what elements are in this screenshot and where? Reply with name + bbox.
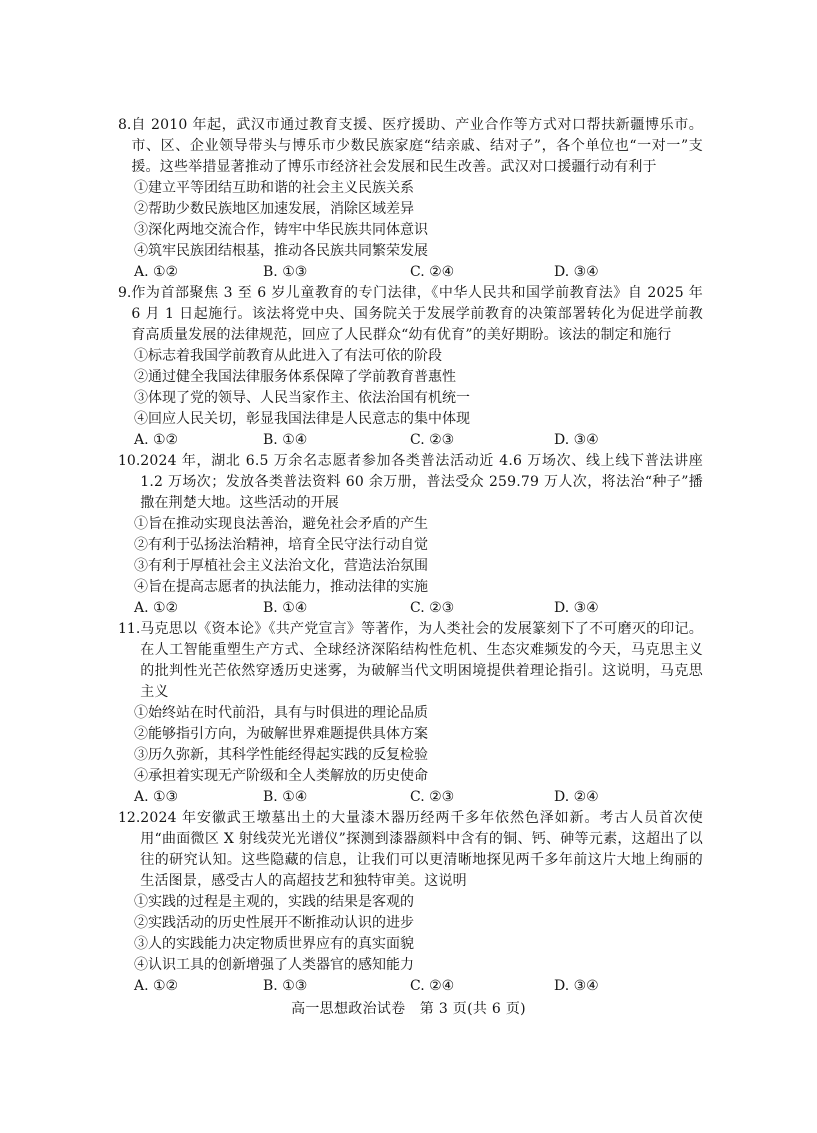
question-stem: 作为首部聚焦 3 至 6 岁儿童教育的专门法律，《中华人民共和国学前教育法》自 2025 年 6 月 1 日起施行。该法将党中央、国务院关于发展学前教育的决策部署转化为促进学前教育高质量发展的法律规范，回应了人民群众“幼有优育”的美好期盼。该法的制定和施行 [131,285,703,343]
question-number: 10. [118,453,141,469]
questions-section [118,115,703,997]
question-number: 9. [118,285,132,301]
choice-c: C. ②③ [410,432,455,448]
question-stem: 2024 年，湖北 6.5 万余名志愿者参加各类普法活动近 4.6 万场次、线上线下普法讲座 1.2 万场次；发放各类普法资料 60 余万册，普法受众 259.79 万人次，将法治“种子”播撒在荆楚大地。这些活动的开展 [140,453,703,511]
question-10 [118,451,703,619]
choice-c: C. ②③ [410,600,455,616]
statement-4: ④旨在提高志愿者的执法能力，推动法律的实施 [134,579,428,595]
statement-3: ③深化两地交流合作，铸牢中华民族共同体意识 [134,222,428,238]
answer-choices [134,262,703,283]
choice-d: D. ③④ [554,264,599,280]
statement-4: ④回应人民关切，彰显我国法律是人民意志的集中体现 [134,411,470,427]
choice-b: B. ①④ [263,600,308,616]
statement-2: ②实践活动的历史性展开不断推动认识的进步 [134,915,414,931]
choice-a: A. ①② [134,264,179,280]
question-9 [118,283,703,451]
answer-choices [134,976,703,997]
choice-a: A. ①② [134,432,179,448]
statement-2: ②通过健全我国法律服务体系保障了学前教育普惠性 [134,369,456,385]
question-8 [118,115,703,283]
statement-3: ③有利于厚植社会主义法治文化，营造法治氛围 [134,558,428,574]
question-stem: 马克思以《资本论》《共产党宣言》等著作，为人类社会的发展篆刻下了不可磨灭的印记。在人工智能重塑生产方式、全球经济深陷结构性危机、生态灾难频发的今天，马克思主义的批判性光芒依然穿透历史迷雾，为破解当代文明困境提供着理论指引。这说明，马克思主义 [140,621,703,700]
statement-4: ④筑牢民族团结根基，推动各民族共同繁荣发展 [134,243,428,259]
choice-a: A. ①③ [134,789,179,805]
question-number: 8. [118,117,132,133]
statement-1: ①旨在推动实现良法善治，避免社会矛盾的产生 [134,516,428,532]
choice-d: D. ②④ [554,789,599,805]
choice-a: A. ①② [134,978,179,994]
statement-3: ③历久弥新，其科学性能经得起实践的反复检验 [134,747,428,763]
page-footer: 高一思想政治试卷 第 3 页(共 6 页) [291,1001,526,1017]
answer-choices [134,598,703,619]
question-stem: 2024 年安徽武王墩墓出土的大量漆木器历经两千多年依然色泽如新。考古人员首次使用“曲面微区 X 射线荧光光谱仪”探测到漆器颜料中含有的铜、钙、砷等元素，这超出了以往的研究认知。这些隐藏的信息，让我们可以更清晰地探见两千多年前这片大地上绚丽的生活图景，感受古人的高超技艺和独特审美。这说明 [140,810,703,889]
choice-b: B. ①④ [263,432,308,448]
statement-2: ②能够指引方向，为破解世界难题提供具体方案 [134,726,428,742]
statement-4: ④认识工具的创新增强了人类器官的感知能力 [134,957,414,973]
statement-1: ①始终站在时代前沿，具有与时俱进的理论品质 [134,705,428,721]
choice-a: A. ①② [134,600,179,616]
question-11 [118,619,703,808]
statement-2: ②帮助少数民族地区加速发展，消除区域差异 [134,201,414,217]
choice-b: B. ①④ [263,789,308,805]
question-number: 11. [118,621,141,637]
choice-c: C. ②④ [410,978,455,994]
choice-d: D. ③④ [554,600,599,616]
statement-2: ②有利于弘扬法治精神，培育全民守法行动自觉 [134,537,428,553]
question-stem: 自 2010 年起，武汉市通过教育支援、医疗援助、产业合作等方式对口帮扶新疆博乐市。市、区、企业领导带头与博乐市少数民族家庭“结亲戚、结对子”，各个单位也“一对一”支援。这些举措显著推动了博乐市经济社会发展和民生改善。武汉对口援疆行动有利于 [131,117,703,175]
statement-3: ③人的实践能力决定物质世界应有的真实面貌 [134,936,414,952]
choice-c: C. ②④ [410,264,455,280]
statement-1: ①实践的过程是主观的，实践的结果是客观的 [134,894,414,910]
choice-c: C. ②③ [410,789,455,805]
statement-1: ①标志着我国学前教育从此进入了有法可依的阶段 [134,348,442,364]
question-12 [118,808,703,997]
choice-b: B. ①③ [263,978,308,994]
statement-3: ③体现了党的领导、人民当家作主、依法治国有机统一 [134,390,470,406]
choice-d: D. ③④ [554,978,599,994]
question-number: 12. [118,810,141,826]
statement-1: ①建立平等团结互助和谐的社会主义民族关系 [134,180,414,196]
choice-d: D. ③④ [554,432,599,448]
answer-choices [134,787,703,808]
statement-4: ④承担着实现无产阶级和全人类解放的历史使命 [134,768,428,784]
answer-choices [134,430,703,451]
choice-b: B. ①③ [263,264,308,280]
